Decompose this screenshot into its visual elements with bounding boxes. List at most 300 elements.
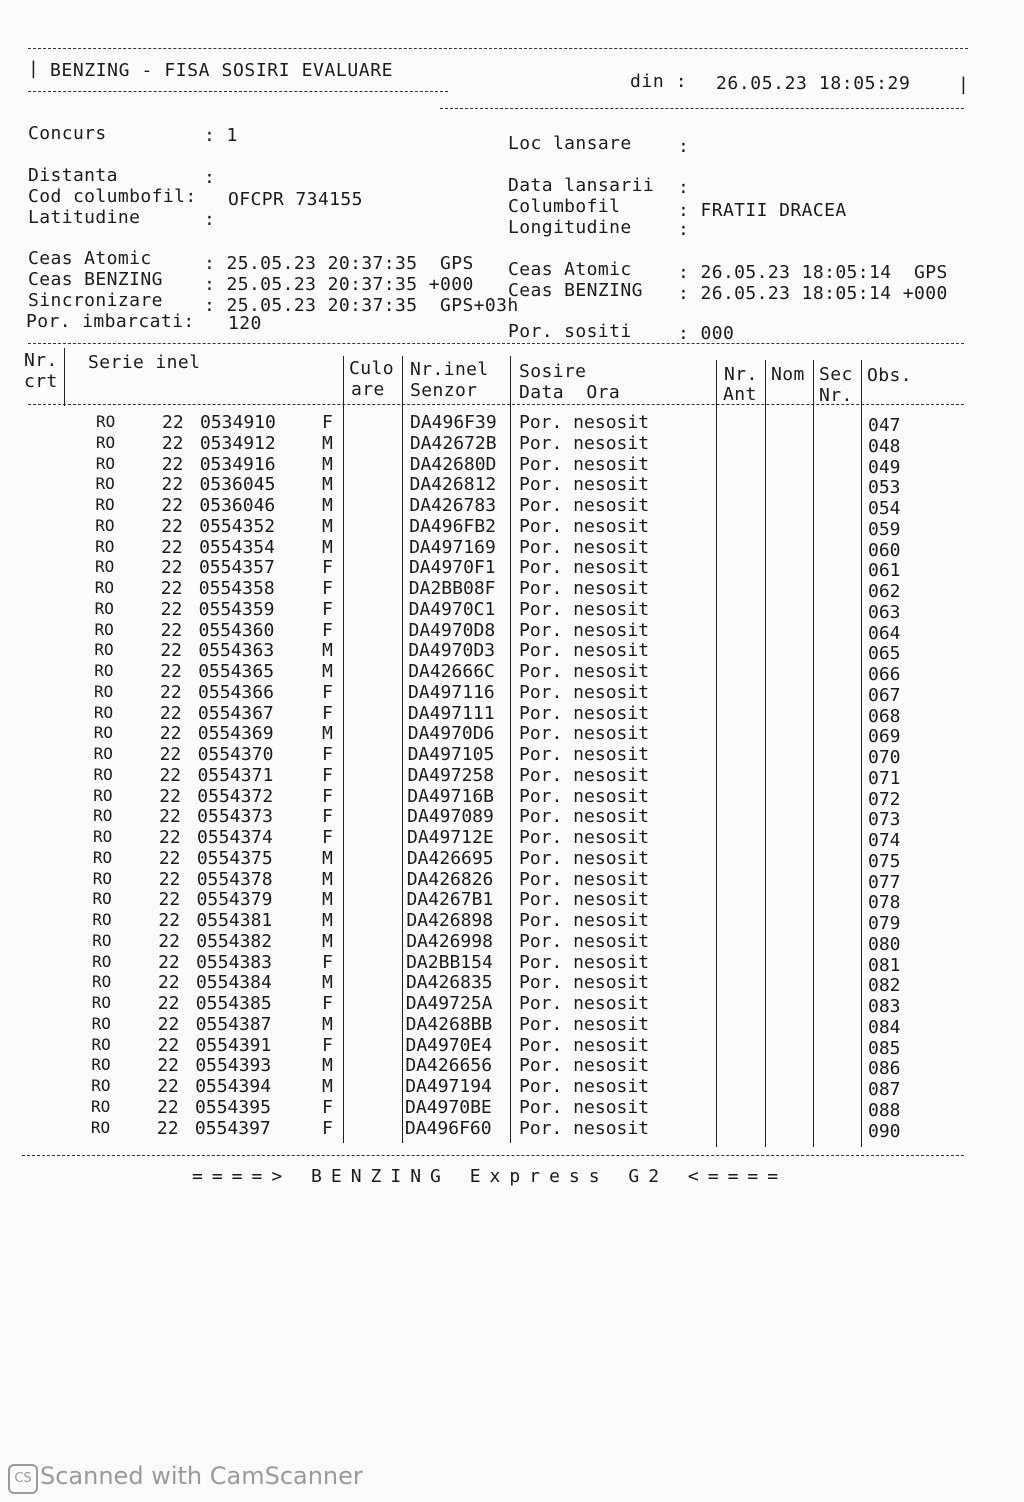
arrival-status: Por. nesosit [519, 640, 650, 662]
obs-number: 060 [868, 539, 901, 561]
ring-country: RO [92, 868, 112, 888]
ring-year: 22 [159, 785, 181, 807]
sensor-id: DA42680D [409, 453, 497, 475]
sex-code: F [322, 412, 333, 433]
obs-number: 080 [868, 933, 901, 955]
ring-number: 0554373 [197, 806, 273, 828]
ring-year: 22 [158, 951, 180, 973]
obs-number: 064 [868, 622, 901, 644]
arrival-status: Por. nesosit [519, 744, 650, 765]
obs-number: 049 [868, 456, 901, 478]
sensor-id: DA49725A [405, 993, 493, 1014]
table-row [0, 1076, 1024, 1100]
arrival-status: Por. nesosit [519, 910, 650, 931]
data-lansarii-label: Data lansarii [508, 175, 655, 196]
table-row [0, 1034, 1024, 1059]
sex-code: M [322, 536, 333, 558]
sex-code: M [322, 847, 333, 869]
ring-country: RO [93, 723, 114, 743]
sensor-id: DA426656 [405, 1055, 493, 1077]
header-left-bar: | [28, 58, 40, 79]
ring-year: 22 [157, 972, 180, 994]
sensor-id: DA497116 [408, 681, 495, 703]
ring-year: 22 [160, 557, 183, 579]
longitudine-value: : [678, 219, 690, 240]
sex-code: M [322, 972, 333, 994]
obs-number: 079 [868, 913, 901, 934]
concurs-value: : 1 [204, 125, 238, 146]
arrival-status: Por. nesosit [519, 619, 650, 641]
sex-code: F [322, 951, 333, 973]
sensor-id: DA49716B [407, 785, 494, 807]
arrival-status: Por. nesosit [519, 889, 650, 911]
ring-country: RO [95, 495, 115, 514]
ring-year: 22 [158, 910, 181, 931]
arrival-status: Por. nesosit [519, 412, 650, 433]
table-row [0, 598, 1024, 623]
sensor-id: DA42666C [408, 661, 495, 682]
arrival-status: Por. nesosit [519, 432, 650, 454]
ring-number: 0554384 [195, 972, 272, 994]
imbarcati-label: Por. imbarcati: [26, 311, 195, 332]
sensor-id: DA4970C1 [408, 598, 496, 620]
ring-country: RO [93, 744, 113, 763]
ring-number: 0534912 [199, 432, 276, 454]
obs-number: 054 [868, 498, 901, 519]
ring-number: 0554365 [198, 661, 275, 682]
ring-country: RO [92, 951, 112, 971]
col-header-nr-ant: Nr. [724, 364, 758, 385]
table-row [0, 1013, 1024, 1038]
sensor-id: DA496F39 [410, 412, 497, 433]
sensor-id: DA2BB154 [406, 951, 493, 973]
arrival-status: Por. nesosit [519, 868, 650, 890]
ring-year: 22 [159, 806, 181, 828]
distanta-label: Distanta [28, 165, 118, 186]
ring-year: 22 [158, 889, 181, 911]
obs-number: 061 [868, 560, 901, 582]
col-header-senzor: Senzor [410, 380, 478, 401]
sensor-id: DA4970D8 [408, 619, 496, 641]
col-header-culoare-2: are [351, 379, 385, 400]
sensor-id: DA426826 [406, 868, 494, 890]
ring-country: RO [91, 972, 112, 992]
ceas-atomic-label: Ceas Atomic [28, 248, 152, 269]
sex-code: F [322, 702, 333, 724]
ring-number: 0554357 [198, 557, 275, 579]
ring-number: 0554379 [196, 889, 273, 911]
sex-code: F [322, 1034, 333, 1056]
report-title: BENZING - FISA SOSIRI EVALUARE [50, 60, 394, 81]
ring-number: 0554360 [198, 619, 275, 641]
sex-code: M [322, 640, 333, 662]
sex-code: M [322, 930, 333, 952]
sex-code: M [322, 495, 333, 516]
sensor-id: DA497105 [407, 744, 495, 765]
sincronizare-value: : 25.05.23 20:37:35 GPS+03h [204, 295, 519, 316]
ring-number: 0534910 [200, 412, 276, 433]
arrival-status: Por. nesosit [519, 1076, 650, 1097]
table-row [0, 889, 1024, 914]
ring-number: 0554372 [197, 785, 274, 807]
arrival-status: Por. nesosit [519, 993, 650, 1014]
cod-columbofil-value: OFCPR 734155 [228, 189, 363, 210]
obs-number: 053 [868, 477, 901, 499]
ring-year: 22 [159, 744, 182, 765]
ring-year: 22 [161, 515, 183, 537]
ring-number: 0554358 [198, 578, 275, 599]
table-row [0, 515, 1024, 540]
sex-code: F [322, 1117, 333, 1139]
sensor-id: DA497089 [407, 806, 494, 828]
ring-year: 22 [161, 432, 184, 454]
obs-number: 067 [868, 684, 901, 706]
sex-code: M [322, 723, 333, 745]
ceas-benzing-label: Ceas BENZING [28, 269, 163, 290]
sensor-id: DA4970F1 [408, 557, 496, 579]
sensor-id: DA4268BB [405, 1013, 493, 1035]
ring-country: RO [93, 785, 113, 805]
ceas-benzing-value: : 25.05.23 20:37:35 +000 [204, 274, 474, 295]
ring-year: 22 [159, 764, 182, 786]
ring-country: RO [95, 432, 116, 452]
obs-number: 090 [868, 1120, 901, 1142]
ceas-benzing-sosire-value: : 26.05.23 18:05:14 +000 [678, 283, 948, 304]
ring-country: RO [94, 557, 115, 577]
table-row [0, 764, 1024, 789]
ring-year: 22 [159, 723, 182, 745]
sensor-id: DA4970D3 [408, 640, 496, 662]
table-row [0, 640, 1024, 665]
sex-code: F [322, 1096, 333, 1118]
col-header-nr-ant-2: Ant [723, 384, 757, 405]
obs-number: 071 [868, 767, 901, 789]
col-header-sosire: Sosire [519, 361, 587, 382]
table-row [0, 972, 1024, 997]
sensor-id: DA496F60 [404, 1117, 492, 1139]
sex-code: F [322, 557, 333, 579]
ring-year: 22 [157, 993, 180, 1014]
ring-year: 22 [160, 640, 183, 662]
ring-year: 22 [161, 536, 183, 558]
arrival-status: Por. nesosit [519, 1096, 650, 1118]
table-row [0, 993, 1024, 1017]
arrival-status: Por. nesosit [519, 723, 650, 745]
ring-country: RO [93, 764, 113, 784]
arrival-status: Por. nesosit [519, 972, 650, 994]
report-date-value: 26.05.23 18:05:29 [716, 73, 911, 94]
sex-code: M [322, 474, 333, 496]
ring-number: 0536046 [199, 495, 276, 516]
sensor-id: DA426998 [406, 930, 493, 952]
ring-country: RO [91, 1096, 111, 1116]
table-row [0, 661, 1024, 685]
ring-year: 22 [160, 661, 182, 682]
table-row [0, 412, 1024, 436]
obs-number: 062 [868, 581, 901, 602]
sensor-id: DA4970E4 [405, 1034, 493, 1056]
sex-code: F [322, 598, 333, 620]
ring-country: RO [93, 827, 113, 846]
table-row [0, 702, 1024, 727]
ring-country: RO [91, 1055, 111, 1075]
sensor-id: DA426783 [409, 495, 497, 516]
ring-country: RO [93, 702, 114, 722]
ring-number: 0554352 [199, 515, 276, 537]
sensor-id: DA497111 [407, 702, 495, 724]
ceas-atomic-sosire-label: Ceas Atomic [508, 259, 632, 280]
table-row [0, 578, 1024, 602]
table-row [0, 723, 1024, 748]
table-row [0, 785, 1024, 810]
arrival-status: Por. nesosit [519, 827, 650, 848]
sensor-id: DA4267B1 [406, 889, 494, 911]
ring-number: 0554395 [195, 1096, 271, 1118]
ring-number: 0554369 [197, 723, 274, 745]
table-row [0, 847, 1024, 872]
arrival-status: Por. nesosit [519, 764, 650, 786]
table-row [0, 951, 1024, 976]
table-row [0, 868, 1024, 893]
arrival-status: Por. nesosit [519, 557, 650, 579]
sensor-id: DA426835 [405, 972, 493, 994]
obs-number: 082 [868, 975, 901, 997]
arrival-status: Por. nesosit [519, 578, 650, 599]
arrival-status: Por. nesosit [519, 1117, 650, 1139]
col-header-serie-inel: Serie inel [88, 352, 201, 373]
sex-code: M [322, 1076, 333, 1097]
table-row [0, 432, 1024, 457]
camscanner-logo: CS [8, 1464, 38, 1494]
cod-columbofil-label: Cod columbofil: [28, 186, 197, 207]
ring-year: 22 [159, 827, 181, 848]
table-row [0, 474, 1024, 499]
table-row [0, 1117, 1024, 1142]
ring-year: 22 [157, 1076, 179, 1097]
obs-number: 088 [868, 1099, 901, 1121]
sensor-id: DA426898 [406, 910, 494, 931]
ring-year: 22 [160, 619, 183, 641]
arrival-status: Por. nesosit [519, 536, 650, 558]
sex-code: M [322, 661, 333, 682]
table-row [0, 930, 1024, 955]
ring-country: RO [94, 619, 114, 639]
arrival-status: Por. nesosit [519, 785, 650, 807]
obs-number: 077 [868, 871, 901, 893]
ring-country: RO [96, 412, 116, 431]
table-row [0, 557, 1024, 582]
header-right-bar: | [958, 74, 970, 95]
ring-year: 22 [156, 1117, 179, 1139]
latitudine-value: : [204, 209, 216, 230]
ring-country: RO [94, 578, 115, 597]
sex-code: M [322, 1055, 333, 1077]
arrival-status: Por. nesosit [519, 951, 650, 973]
table-row [0, 827, 1024, 851]
sensor-id: DA4970D6 [407, 723, 495, 745]
obs-number: 087 [868, 1079, 901, 1100]
ring-number: 0554367 [197, 702, 274, 724]
sex-code: M [322, 432, 333, 454]
ring-number: 0554387 [195, 1013, 272, 1035]
obs-number: 047 [868, 415, 901, 436]
ring-year: 22 [157, 1013, 180, 1035]
obs-number: 048 [868, 435, 901, 457]
ring-year: 22 [161, 495, 184, 516]
sex-code: F [322, 764, 333, 786]
table-row [0, 1096, 1024, 1121]
longitudine-label: Longitudine [508, 217, 632, 238]
ring-year: 22 [157, 1034, 180, 1056]
sensor-id: DA2BB08F [408, 578, 496, 599]
arrival-status: Por. nesosit [519, 847, 650, 869]
ring-country: RO [93, 806, 113, 826]
ring-country: RO [92, 889, 112, 909]
ring-year: 22 [157, 1055, 180, 1077]
ring-number: 0554375 [196, 847, 273, 869]
obs-number: 084 [868, 1016, 901, 1038]
arrival-status: Por. nesosit [519, 1055, 650, 1077]
sensor-id: DA497258 [407, 764, 495, 786]
sex-code: F [322, 578, 333, 599]
data-lansarii-value: : [678, 177, 690, 198]
sex-code: M [322, 889, 333, 911]
ring-country: RO [94, 681, 114, 701]
sex-code: F [322, 681, 333, 703]
arrival-status: Por. nesosit [519, 661, 650, 682]
ring-country: RO [92, 930, 112, 950]
ring-country: RO [92, 910, 112, 929]
sex-code: F [322, 744, 333, 765]
imbarcati-value: 120 [228, 313, 262, 334]
ring-number: 0554366 [198, 681, 274, 703]
ring-country: RO [94, 640, 114, 660]
table-row [0, 806, 1024, 831]
obs-number: 081 [868, 954, 901, 976]
col-header-nr-inel: Nr.inel [410, 359, 489, 380]
ring-country: RO [90, 1117, 111, 1137]
concurs-label: Concurs [28, 123, 107, 144]
ring-country: RO [91, 1013, 111, 1033]
ring-number: 0554393 [195, 1055, 272, 1077]
ring-number: 0554383 [196, 951, 272, 973]
ring-country: RO [95, 536, 115, 556]
ring-number: 0554391 [195, 1034, 272, 1056]
obs-number: 072 [868, 788, 901, 810]
obs-number: 066 [868, 664, 901, 685]
ring-number: 0554354 [199, 536, 275, 558]
footer-brand: ====> BENZING Express G2 <==== [192, 1166, 788, 1187]
obs-number: 069 [868, 726, 901, 748]
col-header-obs: Obs. [867, 365, 912, 386]
ceas-atomic-sosire-value: : 26.05.23 18:05:14 GPS [678, 262, 948, 283]
obs-number: 073 [868, 809, 901, 831]
ring-country: RO [94, 661, 114, 680]
arrival-status: Por. nesosit [519, 515, 650, 537]
obs-number: 075 [868, 850, 901, 872]
col-header-nr-crt: Nr. [24, 350, 58, 371]
arrival-status: Por. nesosit [519, 702, 650, 724]
ring-number: 0554394 [195, 1076, 272, 1097]
col-header-nom: Nom [771, 364, 805, 385]
ring-year: 22 [161, 453, 184, 475]
ring-number: 0554370 [197, 744, 274, 765]
sex-code: M [322, 515, 333, 537]
camscanner-watermark: Scanned with CamScanner [40, 1462, 363, 1490]
latitudine-label: Latitudine [28, 207, 141, 228]
sex-code: F [322, 806, 333, 828]
col-header-data-ora: Data Ora [519, 382, 621, 403]
ring-number: 0554359 [198, 598, 275, 620]
obs-number: 074 [868, 830, 901, 851]
distanta-value: : [204, 167, 216, 188]
table-row [0, 453, 1024, 478]
col-header-sec-nr: Nr. [819, 385, 853, 406]
sensor-id: DA426812 [409, 474, 497, 496]
obs-number: 078 [868, 892, 901, 914]
table-row [0, 495, 1024, 519]
col-header-nr-crt-2: crt [24, 371, 58, 392]
table-row [0, 681, 1024, 706]
arrival-status: Por. nesosit [519, 598, 650, 620]
ring-year: 22 [158, 847, 181, 869]
ring-year: 22 [158, 930, 180, 952]
obs-number: 065 [868, 643, 901, 665]
arrival-status: Por. nesosit [519, 453, 650, 475]
ceas-benzing-sosire-label: Ceas BENZING [508, 280, 643, 301]
report-date-label: din : [630, 71, 688, 92]
ring-country: RO [94, 598, 114, 618]
table-row [0, 619, 1024, 644]
ring-number: 0554397 [194, 1117, 271, 1139]
arrival-status: Por. nesosit [519, 1013, 650, 1035]
ring-number: 0534916 [199, 453, 276, 475]
sex-code: F [322, 993, 333, 1014]
arrival-status: Por. nesosit [519, 930, 650, 952]
sositi-label: Por. sositi [508, 321, 632, 342]
ring-number: 0554378 [196, 868, 273, 890]
ring-country: RO [95, 453, 115, 473]
col-header-sec: Sec [819, 364, 853, 385]
ring-year: 22 [157, 1096, 179, 1118]
obs-number: 068 [868, 705, 901, 727]
ring-number: 0554363 [198, 640, 275, 662]
ring-country: RO [95, 474, 115, 494]
sex-code: M [322, 910, 333, 931]
sensor-id: DA4970BE [405, 1096, 492, 1118]
obs-number: 085 [868, 1037, 901, 1059]
ceas-atomic-value: : 25.05.23 20:37:35 GPS [204, 253, 474, 274]
arrival-status: Por. nesosit [519, 806, 650, 828]
obs-number: 059 [868, 518, 901, 540]
loc-lansare-label: Loc lansare [508, 133, 632, 154]
sensor-id: DA426695 [406, 847, 494, 869]
sex-code: M [322, 868, 333, 890]
obs-number: 070 [868, 747, 901, 768]
ring-year: 22 [160, 598, 183, 620]
sincronizare-label: Sincronizare [28, 290, 163, 311]
ring-number: 0554382 [196, 930, 273, 952]
ring-year: 22 [162, 412, 184, 433]
ring-country: RO [91, 1034, 111, 1054]
sensor-id: DA42672B [409, 432, 497, 454]
obs-number: 083 [868, 996, 901, 1017]
sex-code: M [322, 453, 333, 475]
sex-code: F [322, 785, 333, 807]
sensor-id: DA497194 [405, 1076, 492, 1097]
ring-year: 22 [158, 868, 181, 890]
loc-lansare-value: : [678, 136, 690, 157]
